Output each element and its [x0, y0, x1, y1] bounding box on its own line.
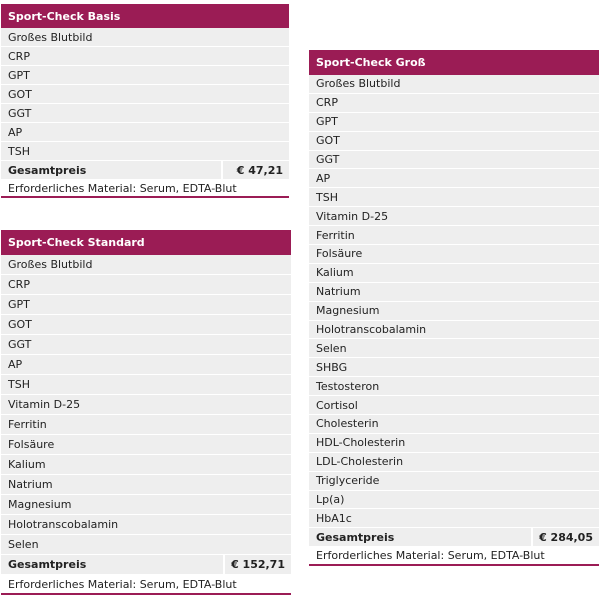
list-item: Natrium [1, 475, 291, 495]
material-note: Erforderliches Material: Serum, EDTA-Blut [1, 180, 289, 198]
list-item: Vitamin D-25 [309, 207, 599, 226]
list-item: Magnesium [309, 302, 599, 321]
list-item: GOT [309, 132, 599, 151]
list-item: Lp(a) [309, 491, 599, 510]
list-item: LDL-Cholesterin [309, 453, 599, 472]
list-item: AP [1, 355, 291, 375]
list-item: SHBG [309, 358, 599, 377]
list-item: Triglyceride [309, 472, 599, 491]
card-title: Sport-Check Standard [1, 230, 291, 255]
material-note: Erforderliches Material: Serum, EDTA-Blut [1, 575, 291, 595]
list-item: TSH [309, 188, 599, 207]
list-item: AP [309, 169, 599, 188]
sport-check-basis-card [1, 4, 289, 198]
total-price: € 47,21 [236, 163, 283, 177]
list-item: Cortisol [309, 396, 599, 415]
list-item: HbA1c [309, 509, 599, 528]
total-label: Gesamtpreis [1, 161, 223, 179]
list-item: GPT [1, 66, 289, 85]
list-item: Cholesterin [309, 415, 599, 434]
list-item: Großes Blutbild [309, 75, 599, 94]
total-row [1, 555, 291, 575]
list-item: Großes Blutbild [1, 28, 289, 47]
total-row [309, 528, 599, 547]
total-row [1, 161, 289, 180]
list-item: Folsäure [1, 435, 291, 455]
list-item: Großes Blutbild [1, 255, 291, 275]
list-item: GPT [309, 113, 599, 132]
list-item: CRP [309, 94, 599, 113]
list-item: Selen [309, 339, 599, 358]
list-item: HDL-Cholesterin [309, 434, 599, 453]
list-item: GGT [1, 335, 291, 355]
list-item: Kalium [309, 264, 599, 283]
list-item: Ferritin [1, 415, 291, 435]
list-item: Selen [1, 535, 291, 555]
sport-check-standard-card [1, 230, 291, 595]
list-item: Kalium [1, 455, 291, 475]
list-item: Folsäure [309, 245, 599, 264]
list-item: Ferritin [309, 226, 599, 245]
card-title: Sport-Check Groß [309, 50, 599, 75]
list-item: GGT [1, 104, 289, 123]
card-title: Sport-Check Basis [1, 4, 289, 28]
list-item: CRP [1, 275, 291, 295]
material-note: Erforderliches Material: Serum, EDTA-Blut [309, 547, 599, 566]
item-list [1, 255, 291, 555]
item-list [1, 28, 289, 161]
list-item: Holotranscobalamin [309, 321, 599, 340]
item-list [309, 75, 599, 528]
list-item: GPT [1, 295, 291, 315]
list-item: Vitamin D-25 [1, 395, 291, 415]
list-item: AP [1, 123, 289, 142]
list-item: Holotranscobalamin [1, 515, 291, 535]
list-item: Magnesium [1, 495, 291, 515]
total-label: Gesamtpreis [1, 555, 225, 574]
list-item: GOT [1, 85, 289, 104]
total-price: € 152,71 [231, 558, 285, 571]
total-price: € 284,05 [539, 530, 593, 544]
total-label: Gesamtpreis [309, 528, 533, 546]
list-item: GOT [1, 315, 291, 335]
sport-check-gross-card [309, 50, 599, 566]
list-item: Testosteron [309, 377, 599, 396]
list-item: CRP [1, 47, 289, 66]
list-item: TSH [1, 375, 291, 395]
list-item: TSH [1, 142, 289, 161]
list-item: Natrium [309, 283, 599, 302]
list-item: GGT [309, 151, 599, 170]
